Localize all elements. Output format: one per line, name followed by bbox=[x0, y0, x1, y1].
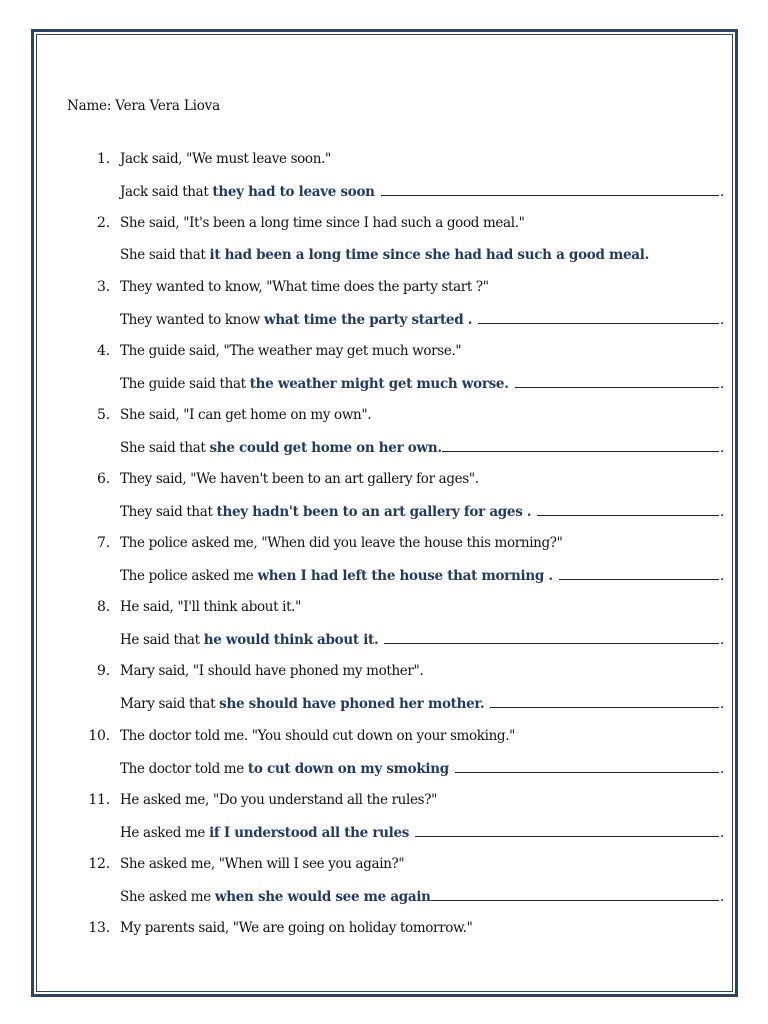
item-question: Jack said, "We must leave soon." bbox=[120, 151, 331, 167]
answer-stem: Jack said that bbox=[120, 184, 209, 200]
item-answer-line bbox=[120, 567, 724, 584]
answer-blank[interactable] bbox=[537, 503, 719, 516]
end-period: . bbox=[720, 825, 724, 841]
item-question: She asked me, "When will I see you again?" bbox=[120, 856, 405, 872]
item-answer-line bbox=[120, 631, 724, 648]
item-number: 10. bbox=[88, 728, 110, 744]
answer-text: she should have phoned her mother. bbox=[219, 696, 485, 712]
item-number: 11. bbox=[88, 792, 110, 808]
answer-stem: She said that bbox=[120, 440, 206, 456]
answer-blank[interactable] bbox=[455, 760, 719, 773]
answer-stem: They said that bbox=[120, 504, 213, 520]
item-answer-line bbox=[120, 311, 724, 328]
answer-stem: Mary said that bbox=[120, 696, 216, 712]
item-number: 8. bbox=[97, 599, 110, 615]
exercise-item-13 bbox=[0, 920, 768, 984]
item-number: 1. bbox=[97, 151, 110, 167]
exercise-item-5 bbox=[0, 407, 768, 471]
item-answer-line bbox=[120, 824, 724, 841]
item-answer-line bbox=[120, 503, 724, 520]
answer-text: they had to leave soon bbox=[212, 184, 375, 200]
exercise-item-6 bbox=[0, 471, 768, 535]
answer-blank[interactable] bbox=[431, 888, 719, 901]
item-number: 4. bbox=[97, 343, 110, 359]
answer-blank[interactable] bbox=[559, 567, 719, 580]
end-period: . bbox=[720, 889, 724, 905]
end-period: . bbox=[720, 568, 724, 584]
end-period: . bbox=[720, 696, 724, 712]
exercise-item-10 bbox=[0, 728, 768, 792]
end-period: . bbox=[720, 632, 724, 648]
answer-stem: The police asked me bbox=[120, 568, 254, 584]
exercise-item-9 bbox=[0, 663, 768, 727]
answer-text: when she would see me again bbox=[214, 889, 431, 905]
answer-stem: The doctor told me bbox=[120, 761, 244, 777]
answer-blank[interactable] bbox=[381, 183, 719, 196]
item-number: 3. bbox=[97, 279, 110, 295]
answer-blank[interactable] bbox=[384, 631, 719, 644]
answer-stem: She asked me bbox=[120, 889, 211, 905]
item-number: 5. bbox=[97, 407, 110, 423]
item-answer-line bbox=[120, 760, 724, 777]
item-question: Mary said, "I should have phoned my mother". bbox=[120, 663, 424, 679]
item-answer-line bbox=[120, 888, 724, 905]
answer-blank[interactable] bbox=[415, 824, 719, 837]
end-period: . bbox=[720, 761, 724, 777]
answer-text: the weather might get much worse. bbox=[249, 376, 509, 392]
item-number: 13. bbox=[88, 920, 110, 936]
end-period: . bbox=[720, 440, 724, 456]
answer-stem: They wanted to know bbox=[120, 312, 261, 328]
item-answer-line bbox=[120, 695, 724, 712]
exercise-item-4 bbox=[0, 343, 768, 407]
exercise-item-1 bbox=[0, 151, 768, 215]
exercise-item-8 bbox=[0, 599, 768, 663]
item-number: 2. bbox=[97, 215, 110, 231]
item-question: The doctor told me. "You should cut down on your smoking." bbox=[120, 728, 516, 744]
end-period: . bbox=[720, 184, 724, 200]
item-answer-line bbox=[120, 247, 724, 263]
answer-stem: She said that bbox=[120, 247, 206, 263]
answer-blank[interactable] bbox=[478, 311, 719, 324]
student-name-line: Name: Vera Vera Liova bbox=[67, 98, 220, 114]
item-number: 9. bbox=[97, 663, 110, 679]
exercise-item-7 bbox=[0, 535, 768, 599]
item-question: He asked me, "Do you understand all the rules?" bbox=[120, 792, 437, 808]
item-question: They said, "We haven't been to an art gallery for ages". bbox=[120, 471, 479, 487]
item-question: My parents said, "We are going on holiday tomorrow." bbox=[120, 920, 473, 936]
exercise-item-12 bbox=[0, 856, 768, 920]
answer-stem: The guide said that bbox=[120, 376, 246, 392]
item-question: She said, "I can get home on my own". bbox=[120, 407, 372, 423]
item-answer-line bbox=[120, 439, 724, 456]
answer-stem: He said that bbox=[120, 632, 200, 648]
end-period: . bbox=[720, 504, 724, 520]
answer-text: what time the party started . bbox=[264, 312, 473, 328]
exercise-item-11 bbox=[0, 792, 768, 856]
answer-blank[interactable] bbox=[442, 439, 719, 452]
answer-text: they hadn't been to an art gallery for ages . bbox=[216, 504, 532, 520]
item-number: 12. bbox=[88, 856, 110, 872]
item-question: She said, "It's been a long time since I had such a good meal." bbox=[120, 215, 525, 231]
answer-blank[interactable] bbox=[490, 695, 719, 708]
item-answer-line bbox=[120, 375, 724, 392]
answer-stem: He asked me bbox=[120, 825, 206, 841]
answer-blank[interactable] bbox=[515, 375, 719, 388]
answer-text: when I had left the house that morning . bbox=[257, 568, 553, 584]
item-question: The guide said, "The weather may get much worse." bbox=[120, 343, 462, 359]
answer-text: if I understood all the rules bbox=[209, 825, 410, 841]
answer-text: to cut down on my smoking bbox=[247, 761, 449, 777]
item-question: He said, "I'll think about it." bbox=[120, 599, 301, 615]
exercise-item-3 bbox=[0, 279, 768, 343]
answer-text: she could get home on her own. bbox=[209, 440, 442, 456]
exercise-item-2 bbox=[0, 215, 768, 279]
item-question: They wanted to know, "What time does the party start ?" bbox=[120, 279, 489, 295]
item-answer-line bbox=[120, 183, 724, 200]
answer-text: he would think about it. bbox=[203, 632, 379, 648]
item-number: 6. bbox=[97, 471, 110, 487]
answer-text: it had been a long time since she had had such a good meal. bbox=[209, 247, 649, 263]
item-question: The police asked me, "When did you leave the house this morning?" bbox=[120, 535, 563, 551]
end-period: . bbox=[720, 376, 724, 392]
item-number: 7. bbox=[97, 535, 110, 551]
end-period: . bbox=[720, 312, 724, 328]
